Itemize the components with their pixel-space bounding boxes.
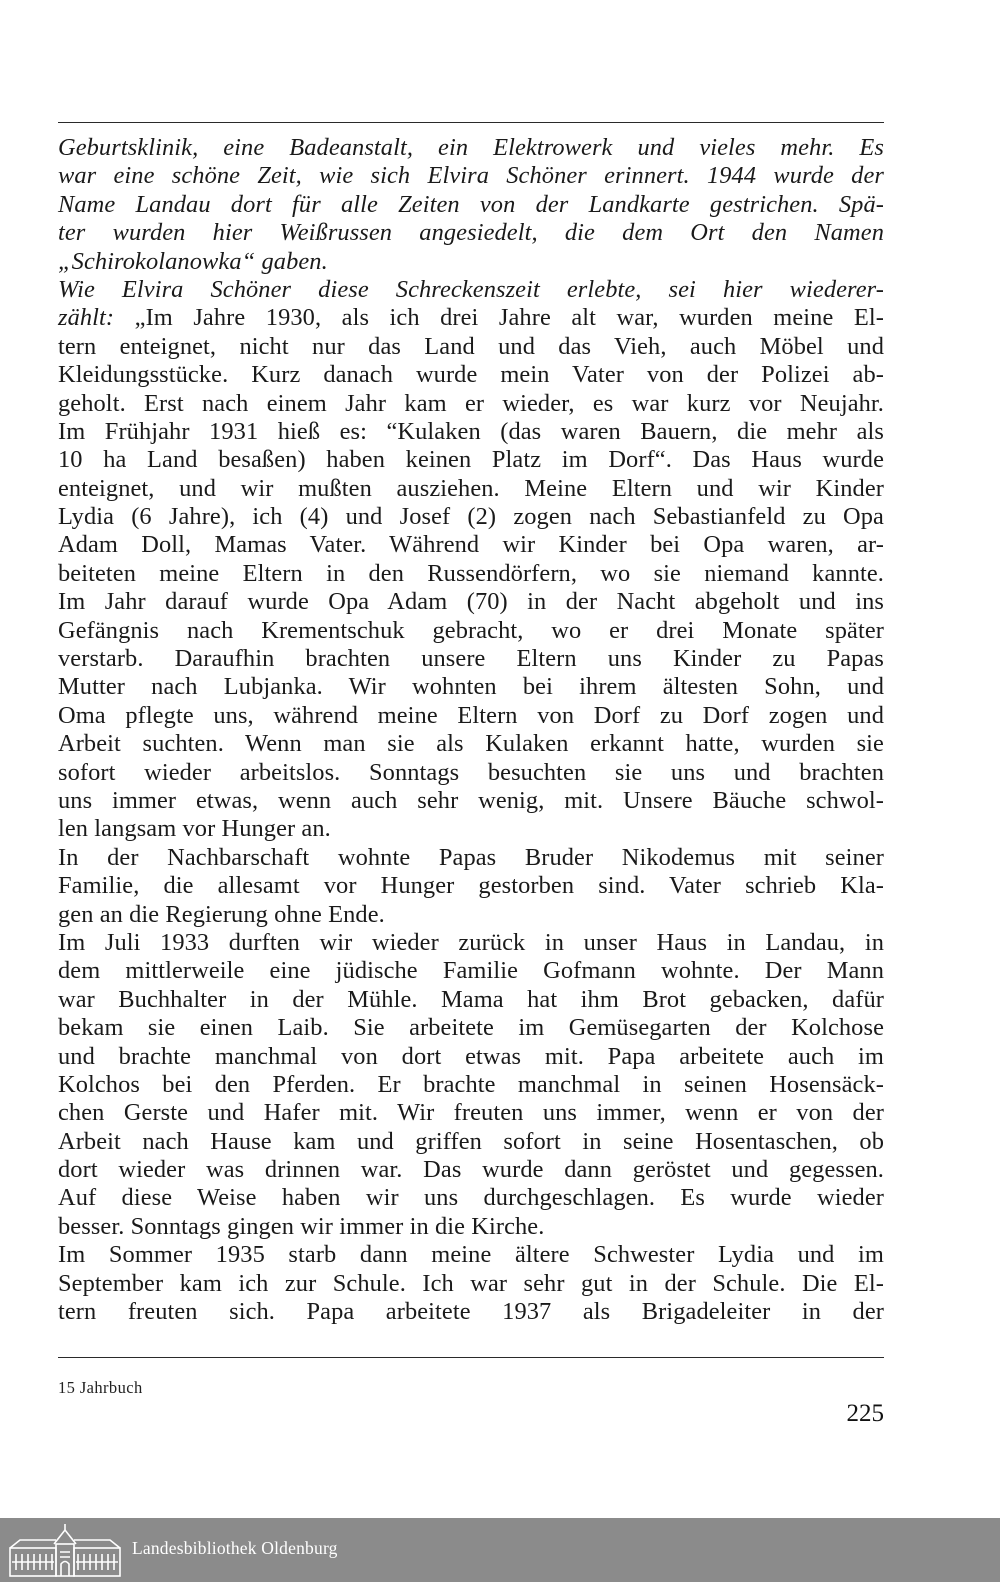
text-line: [58, 759, 884, 787]
text-segment: Im Frühjahr 1931 hieß es: “Kulaken (das waren Bauern, die mehr als: [58, 417, 884, 445]
text-line: [58, 560, 884, 588]
bottom-rule: [58, 1357, 884, 1358]
text-line: [58, 276, 884, 304]
text-segment: Kleidungsstücke. Kurz danach wurde mein Vater von der Polizei ab-: [58, 361, 884, 389]
text-segment: „Schirokolanowka“ gaben.: [58, 247, 328, 275]
text-line: [58, 929, 884, 957]
text-line: [58, 1099, 884, 1127]
text-segment: Adam Doll, Mamas Vater. Während wir Kinder bei Opa waren, ar-: [58, 531, 884, 559]
text-segment: Familie, die allesamt vor Hunger gestorben sind. Vater schrieb Kla-: [58, 872, 884, 900]
text-line: [58, 446, 884, 474]
text-line: [58, 872, 884, 900]
text-segment: Arbeit nach Hause kam und griffen sofort in seine Hosentaschen, ob: [58, 1127, 884, 1155]
text-line: [58, 162, 884, 190]
text-segment: Mutter nach Lubjanka. Wir wohnten bei ihrem ältesten Sohn, und: [58, 673, 884, 701]
text-line: [58, 957, 884, 985]
text-segment: Kolchos bei den Pferden. Er brachte manchmal in seinen Hosensäck-: [58, 1070, 884, 1098]
text-line: [58, 1071, 884, 1099]
text-line: [58, 730, 884, 758]
text-segment: 10 ha Land besaßen) haben keinen Platz im Dorf“. Das Haus wurde: [58, 446, 884, 474]
text-segment: sofort wieder arbeitslos. Sonntags besuchten sie uns und brachten: [58, 758, 884, 786]
text-line: [58, 361, 884, 389]
text-segment: chen Gerste und Hafer mit. Wir freuten uns immer, wenn er von der: [58, 1099, 884, 1127]
text-segment: war Buchhalter in der Mühle. Mama hat ihm Brot gebacken, dafür: [58, 985, 884, 1013]
text-segment: dort wieder was drinnen war. Das wurde dann geröstet und gegessen.: [58, 1156, 884, 1184]
text-segment: len langsam vor Hunger an.: [58, 815, 331, 843]
text-segment: Im Sommer 1935 starb dann meine ältere Schwester Lydia und im: [58, 1241, 884, 1269]
text-line: [58, 815, 884, 843]
body-text: [58, 134, 884, 1326]
text-line: [58, 901, 884, 929]
text-line: [58, 503, 884, 531]
text-line: [58, 588, 884, 616]
text-line: [58, 390, 884, 418]
text-line: [58, 191, 884, 219]
text-segment: bekam sie einen Laib. Sie arbeitete im Gemüsegarten der Kolchose: [58, 1014, 884, 1042]
text-line: [58, 1184, 884, 1212]
text-line: [58, 617, 884, 645]
text-line: [58, 986, 884, 1014]
text-segment: gen an die Regierung ohne Ende.: [58, 900, 385, 928]
library-footer-bar: [0, 1518, 1000, 1582]
text-segment: ter wurden hier Weißrussen angesiedelt, die dem Ort den Namen: [58, 219, 884, 247]
text-line: [58, 248, 884, 276]
text-line: [58, 1298, 884, 1326]
text-segment: war eine schöne Zeit, wie sich Elvira Schöner erinnert. 1944 wurde der: [58, 162, 884, 190]
text-line: [58, 844, 884, 872]
top-rule: [58, 122, 884, 123]
text-line: [58, 673, 884, 701]
text-line: [58, 1241, 884, 1269]
text-segment: uns immer etwas, wenn auch sehr wenig, mit. Unsere Bäuche schwol-: [58, 786, 884, 814]
text-line: [58, 787, 884, 815]
text-line: [58, 134, 884, 162]
text-segment: Arbeit suchten. Wenn man sie als Kulaken erkannt hatte, wurden sie: [58, 730, 884, 758]
text-segment: Gefängnis nach Krementschuk gebracht, wo er drei Monate später: [58, 616, 884, 644]
text-segment: Wie Elvira Schöner diese Schreckenszeit erlebte, sei hier wiederer-: [58, 275, 884, 303]
text-line: [58, 1128, 884, 1156]
text-line: [58, 333, 884, 361]
text-segment: besser. Sonntags gingen wir immer in die Kirche.: [58, 1212, 545, 1240]
text-segment: Auf diese Weise haben wir uns durchgeschlagen. Es wurde wieder: [58, 1184, 884, 1212]
library-building-icon: [6, 1522, 124, 1578]
text-line: [58, 645, 884, 673]
text-line: [58, 1270, 884, 1298]
text-segment: Im Juli 1933 durften wir wieder zurück in unser Haus in Landau, in: [58, 928, 884, 956]
text-line: [58, 531, 884, 559]
text-segment: verstarb. Daraufhin brachten unsere Eltern uns Kinder zu Papas: [58, 645, 884, 673]
text-segment: In der Nachbarschaft wohnte Papas Bruder Nikodemus mit seiner: [58, 843, 884, 871]
text-segment: und brachte manchmal von dort etwas mit. Papa arbeitete auch im: [58, 1042, 884, 1070]
text-segment: „Im Jahre 1930, als ich drei Jahre alt war, wurden meine El-: [134, 304, 884, 332]
text-line: [58, 304, 884, 332]
text-line: [58, 475, 884, 503]
text-segment: dem mittlerweile eine jüdische Familie Gofmann wohnte. Der Mann: [58, 957, 884, 985]
text-segment: zählt:: [58, 304, 135, 332]
text-segment: Geburtsklinik, eine Badeanstalt, ein Elektrowerk und vieles mehr. Es: [58, 134, 884, 161]
footnote: 15 Jahrbuch: [58, 1378, 143, 1397]
text-line: [58, 418, 884, 446]
text-segment: tern enteignet, nicht nur das Land und das Vieh, auch Möbel und: [58, 332, 884, 360]
text-line: [58, 1014, 884, 1042]
text-segment: Oma pflegte uns, während meine Eltern von Dorf zu Dorf zogen und: [58, 701, 884, 729]
text-line: [58, 1213, 884, 1241]
page-number: 225: [846, 1400, 884, 1427]
text-line: [58, 219, 884, 247]
text-line: [58, 1043, 884, 1071]
text-segment: enteignet, und wir mußten ausziehen. Meine Eltern und wir Kinder: [58, 474, 884, 502]
text-line: [58, 702, 884, 730]
text-segment: Name Landau dort für alle Zeiten von der Landkarte gestrichen. Spä-: [58, 190, 884, 218]
text-segment: September kam ich zur Schule. Ich war sehr gut in der Schule. Die El-: [58, 1269, 884, 1297]
text-segment: Lydia (6 Jahre), ich (4) und Josef (2) zogen nach Sebastianfeld zu Opa: [58, 503, 884, 531]
text-segment: tern freuten sich. Papa arbeitete 1937 als Brigadeleiter in der: [58, 1298, 884, 1326]
text-line: [58, 1156, 884, 1184]
text-segment: geholt. Erst nach einem Jahr kam er wieder, es war kurz vor Neujahr.: [58, 389, 884, 417]
library-name: Landesbibliothek Oldenburg: [132, 1538, 338, 1558]
text-segment: beiteten meine Eltern in den Russendörfern, wo sie niemand kannte.: [58, 559, 884, 587]
text-segment: Im Jahr darauf wurde Opa Adam (70) in der Nacht abgeholt und ins: [58, 588, 884, 616]
